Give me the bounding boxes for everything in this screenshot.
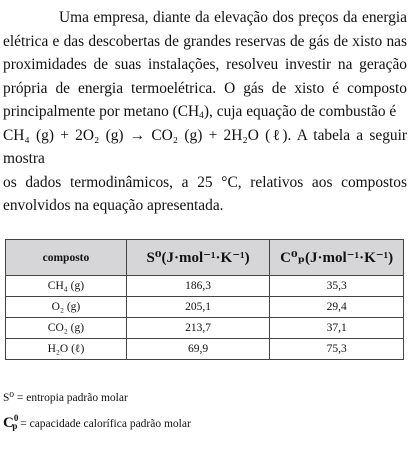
note-capacidade — [3, 415, 191, 432]
text-line: Uma empresa, diante da elevação dos preços da energia — [59, 9, 407, 26]
cell-s0: 69,9 — [126, 339, 269, 360]
cell-compound: CH₄ (g) — [6, 276, 127, 297]
cell-s0: 213,7 — [126, 318, 269, 339]
cell-compound: CO₂ (g) — [6, 318, 127, 339]
header-entropia: S⁰(J·mol⁻¹·K⁻¹) — [126, 240, 269, 276]
table-row — [6, 318, 404, 339]
cell-compound: O₂ (g) — [6, 297, 127, 318]
table-row — [6, 339, 404, 360]
text-line: proximidades de suas instalações, resolveu investir na geração — [3, 56, 407, 73]
thermo-data-table — [5, 239, 404, 360]
cell-cp: 37,1 — [270, 318, 404, 339]
cell-s0: 186,3 — [126, 276, 269, 297]
text-line: própria de energia termoelétrica. O gás de xisto é composto — [3, 79, 407, 97]
equation-line: CH₄ (g) + 2O₂ (g) → CO₂ (g) + 2H₂O (ℓ). A tabela a seguir mostra — [3, 126, 407, 167]
cell-s0: 205,1 — [126, 297, 269, 318]
text-part: principalmente por metano (CH — [3, 103, 200, 120]
cell-cp: 29,4 — [270, 297, 404, 318]
text-line: os dados termodinâmicos, a 25 °C, relativos aos compostos — [3, 173, 407, 191]
cell-compound: H₂O (ℓ) — [6, 339, 127, 360]
table-row — [6, 297, 404, 318]
cell-cp: 35,3 — [270, 276, 404, 297]
note-capacidade-text: = capacidade calorífica padrão molar — [20, 418, 191, 430]
cell-cp: 75,3 — [270, 339, 404, 360]
text-line: principalmente por metano $(CH_4)$, cuja equação de combustão é — [3, 103, 397, 121]
cp-symbol: $C^0_p$ — [3, 413, 19, 431]
header-capacidade: C⁰ₚ(J·mol⁻¹·K⁻¹) — [270, 240, 404, 276]
question-text — [3, 6, 407, 218]
text-part: ), cuja equação de combustão é — [203, 103, 397, 120]
note-entropia: S⁰ = entropia padrão molar — [3, 392, 128, 404]
text-line: envolvidos na equação apresentada. — [3, 197, 224, 214]
text-line: elétrica e das descobertas de grandes reservas de gás de xisto nas — [3, 32, 407, 50]
header-composto: composto — [6, 240, 127, 276]
table-row — [6, 276, 404, 297]
